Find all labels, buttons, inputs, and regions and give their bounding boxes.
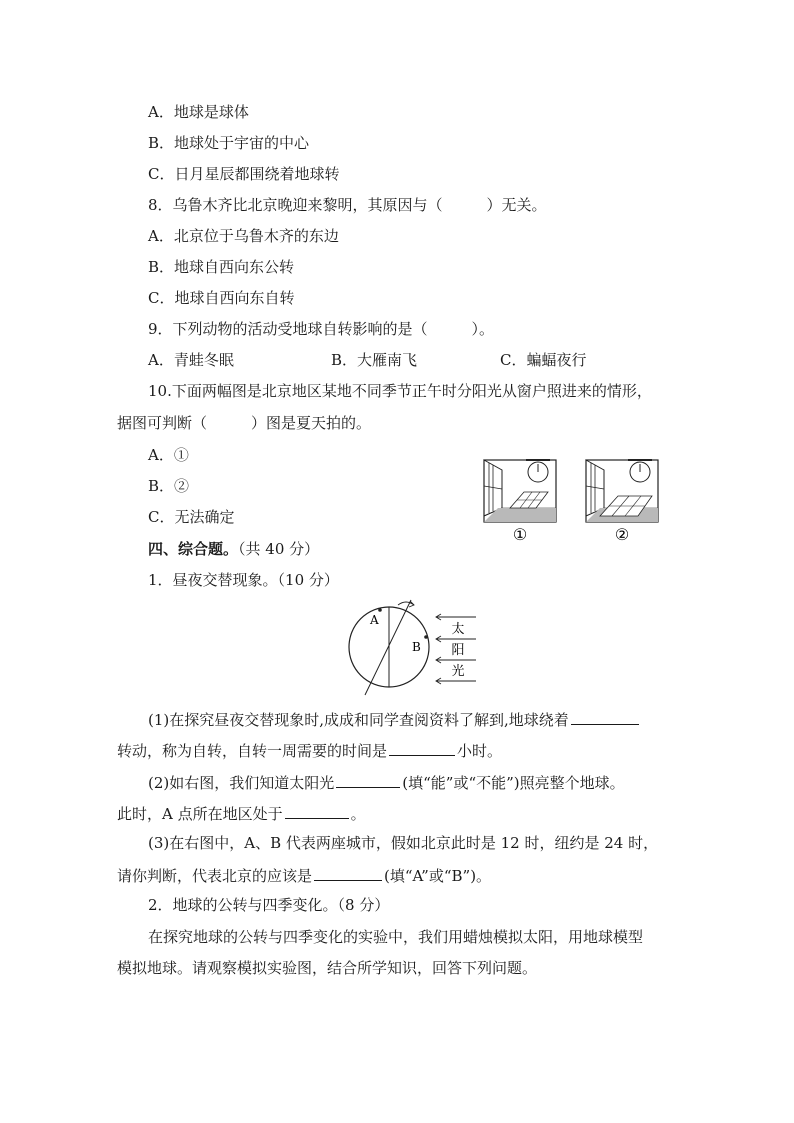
item1-p3-line1: (3)在右图中，A、B 代表两座城市，假如北京此时是 12 时，纽约是 24 时， [148, 834, 659, 852]
q10-option-b: B．② [148, 477, 190, 495]
q8-option-c: C．地球自西向东自转 [148, 289, 295, 307]
item1-p2-line1-after: (填“能”或“不能”)照亮整个地球。 [402, 774, 625, 792]
q10-stem-before: 据图可判断（ [117, 414, 208, 432]
q9-stem-after: ）。 [471, 320, 495, 338]
item1-p1-blank-1[interactable] [571, 708, 639, 725]
item1-p1-blank-2[interactable] [389, 739, 455, 756]
item2-line2: 模拟地球。请观察模拟实验图，结合所学知识，回答下列问题。 [117, 959, 538, 977]
item2-title: 2．地球的公转与四季变化。（8 分） [148, 896, 390, 914]
item1-p1-line1 [148, 708, 641, 730]
point-a-label: A [370, 613, 379, 627]
sun-char-1: 太 [451, 622, 465, 637]
q7-option-b: B．地球处于宇宙的中心 [148, 134, 310, 152]
point-b-label: B [412, 640, 421, 654]
section-4-title: 四、综合题。 [148, 540, 239, 558]
item2-line1: 在探究地球的公转与四季变化的实验中，我们用蜡烛模拟太阳，用地球模型 [148, 928, 644, 946]
item1-p2-line1-before: (2)如右图，我们知道太阳光 [148, 774, 335, 792]
q8-stem [148, 195, 547, 215]
q8-option-a: A．北京位于乌鲁木齐的东边 [148, 227, 339, 245]
section-4-score: （共 40 分） [238, 540, 320, 558]
item1-p2-line1 [148, 771, 625, 793]
window-figure-1 [484, 459, 556, 522]
item1-p1-line2-after: 小时。 [457, 742, 503, 760]
q8-option-b: B．地球自西向东公转 [148, 258, 295, 276]
q9-stem [148, 319, 494, 339]
q9-option-c: C．蝙蝠夜行 [500, 351, 587, 369]
q10-stem-line2 [117, 413, 371, 433]
item1-p2-blank-1[interactable] [336, 771, 400, 788]
section-4-heading [148, 539, 319, 559]
figure-label-1: ① [512, 525, 528, 544]
item1-p2-blank-2[interactable] [285, 802, 349, 819]
q8-stem-after: ）无关。 [486, 196, 547, 214]
q8-stem-before: 8．乌鲁木齐比北京晚迎来黎明，其原因与（ [148, 196, 443, 214]
item1-p3-line2-before: 请你判断，代表北京的应该是 [117, 867, 313, 885]
item1-title: 1．昼夜交替现象。（10 分） [148, 571, 339, 589]
item1-p1-text: (1)在探究昼夜交替现象时,成成和同学查阅资料了解到,地球绕着 [148, 711, 569, 729]
item1-p3-blank[interactable] [314, 864, 382, 881]
q10-stem-line1: 10.下面两幅图是北京地区某地不同季节正午时分阳光从窗户照进来的情形， [148, 382, 652, 400]
item1-p3-line2-after: (填“A”或“B”)。 [384, 867, 492, 885]
item1-p2-line2-after: 。 [350, 805, 366, 823]
q10-window-figures [480, 456, 665, 546]
item1-p2-line2 [117, 802, 366, 824]
window-figure-2 [586, 459, 658, 522]
item1-p1-line2 [117, 739, 502, 761]
sun-char-3: 光 [451, 664, 465, 679]
q7-option-c: C．日月星辰都围绕着地球转 [148, 165, 340, 183]
day-night-figure [340, 597, 485, 699]
q10-stem-after: ）图是夏天拍的。 [251, 414, 372, 432]
q9-option-a: A．青蛙冬眠 [148, 351, 234, 369]
q7-option-a: A．地球是球体 [148, 103, 249, 121]
q10-option-c: C．无法确定 [148, 508, 235, 526]
item1-p1-line2-before: 转动，称为自转，自转一周需要的时间是 [117, 742, 388, 760]
figure-label-2: ② [614, 525, 630, 544]
q9-stem-before: 9．下列动物的活动受地球自转影响的是（ [148, 320, 428, 338]
item1-p2-line2-before: 此时，A 点所在地区处于 [117, 805, 283, 823]
q10-option-a: A．① [148, 446, 189, 464]
sun-char-2: 阳 [451, 643, 465, 658]
item1-p3-line2 [117, 864, 491, 886]
q9-option-b: B．大雁南飞 [331, 351, 418, 369]
